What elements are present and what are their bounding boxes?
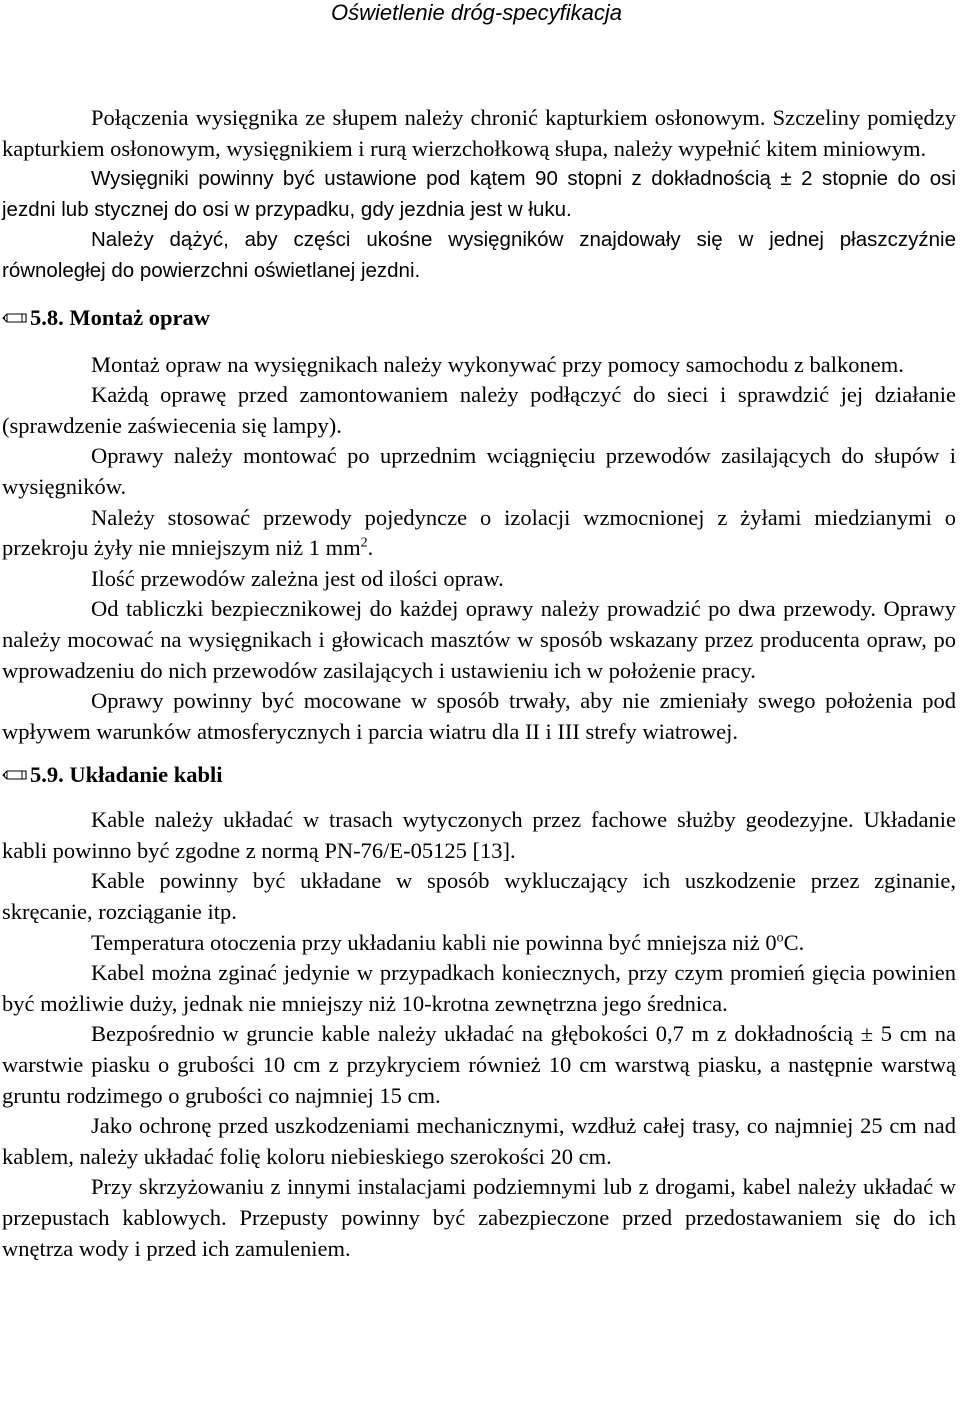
paragraph-cable-damage: Kable powinny być układane w sposób wykluczający ich uszkodzenie przez zginanie, skręcanie, rozciąganie itp.	[2, 868, 956, 925]
paragraph-conductors: Należy stosować przewody pojedyncze o izolacji wzmocnionej z żyłami miedzianymi o przekroju żyły nie mniejszym niż 1 $mm^2$.	[2, 504, 956, 561]
paragraph-arm-plane: Należy dążyć, aby części ukośne wysięgników znajdowały się w jednej płaszczyźnie równoległej do powierzchni oświetlanej jezdni.	[2, 228, 956, 282]
paragraph-arm-angle: Wysięgniki powinny być ustawione pod kątem 90 stopni z dokładnością ± 2 stopnie do osi jezdni lub stycznej do osi w przypadku, gdy jezdnia jest w łuku.	[2, 167, 956, 221]
paragraph-fixture-wiring: Oprawy należy montować po uprzednim wciągnięciu przewodów zasilających do słupów i wysięgników.	[2, 443, 956, 499]
paragraph-cap-protection: Połączenia wysięgnika ze słupem należy chronić kapturkiem osłonowym. Szczeliny pomiędzy kapturkiem osłonowym, wysięgnikiem i rurą wierzchołkową słupa, należy wypełnić kitem miniowym.	[2, 105, 956, 161]
section-title: Układanie kabli	[69, 762, 223, 788]
paragraph-fuse-board: Od tabliczki bezpiecznikowej do każdej oprawy należy prowadzić po dwa przewody. Oprawy należy mocować na wysięgnikach i głowicach masztów w sposób wskazany przez producenta opraw, po wprowadzeniu do nich przewodów zasilających i ustawieniu ich w położenie pracy.	[2, 596, 956, 683]
paragraph-temperature: Temperatura otoczenia przy układaniu kabli nie powinna być mniejsza niż 0$^o$C.	[91, 929, 805, 955]
section-number: 5.8.	[30, 304, 64, 330]
section-number: 5.9.	[30, 762, 64, 788]
paragraph-conductor-count: Ilość przewodów zależna jest od ilości opraw.	[91, 565, 504, 591]
section-title: Montaż opraw	[69, 304, 210, 330]
paragraph-burial-depth: Bezpośrednio w gruncie kable należy układać na głębokości 0,7 m z dokładnością ± 5 cm na warstwie piasku o grubości 10 cm z przykryciem również 10 cm warstwą piasku, a następnie warstwą gruntu rodzimego o grubości co najmniej 15 cm.	[2, 1021, 956, 1108]
page-header: Oświetlenie dróg-specyfikacja	[331, 0, 623, 25]
paragraph-fixture-test: Każdą oprawę przed zamontowaniem należy podłączyć do sieci i sprawdzić jej działanie (sprawdzenie zaświecenia się lampy).	[2, 382, 956, 438]
document-body	[2, 103, 956, 1264]
paragraph-bending: Kabel można zginać jedynie w przypadkach koniecznych, przy czym promień gięcia powinien być możliwie duży, jednak nie mniejszy niż 10-krotna zewnętrzna jego średnica.	[2, 960, 956, 1016]
paragraph-crossings: Przy skrzyżowaniu z innymi instalacjami podziemnymi lub z drogami, kabel należy układać w przepustach kablowych. Przepusty powinny być zabezpieczone przed przedostawaniem się do ich wnętrza wody i przed ich zamuleniem.	[2, 1174, 956, 1261]
paragraph-fixture-fastening: Oprawy powinny być mocowane w sposób trwały, aby nie zmieniały swego położenia pod wpływem warunków atmosferycznych i parcia wiatru dla II i III strefy wiatrowej.	[2, 688, 956, 744]
pencil-icon	[2, 311, 28, 325]
section-heading-5-9	[2, 761, 956, 789]
paragraph-warning-foil: Jako ochronę przed uszkodzeniami mechanicznymi, wzdłuż całej trasy, co najmniej 25 cm nad kablem, należy układać folię koloru niebieskiego szerokości 20 cm.	[2, 1113, 956, 1169]
section-heading-5-8	[2, 304, 956, 332]
paragraph-mounting-method: Montaż opraw na wysięgnikach należy wykonywać przy pomocy samochodu z balkonem.	[91, 351, 904, 377]
paragraph-cable-routes: Kable należy układać w trasach wytyczonych przez fachowe służby geodezyjne. Układanie kabli powinno być zgodne z normą PN-76/E-05125 [13].	[2, 807, 956, 863]
pencil-icon	[2, 768, 28, 782]
